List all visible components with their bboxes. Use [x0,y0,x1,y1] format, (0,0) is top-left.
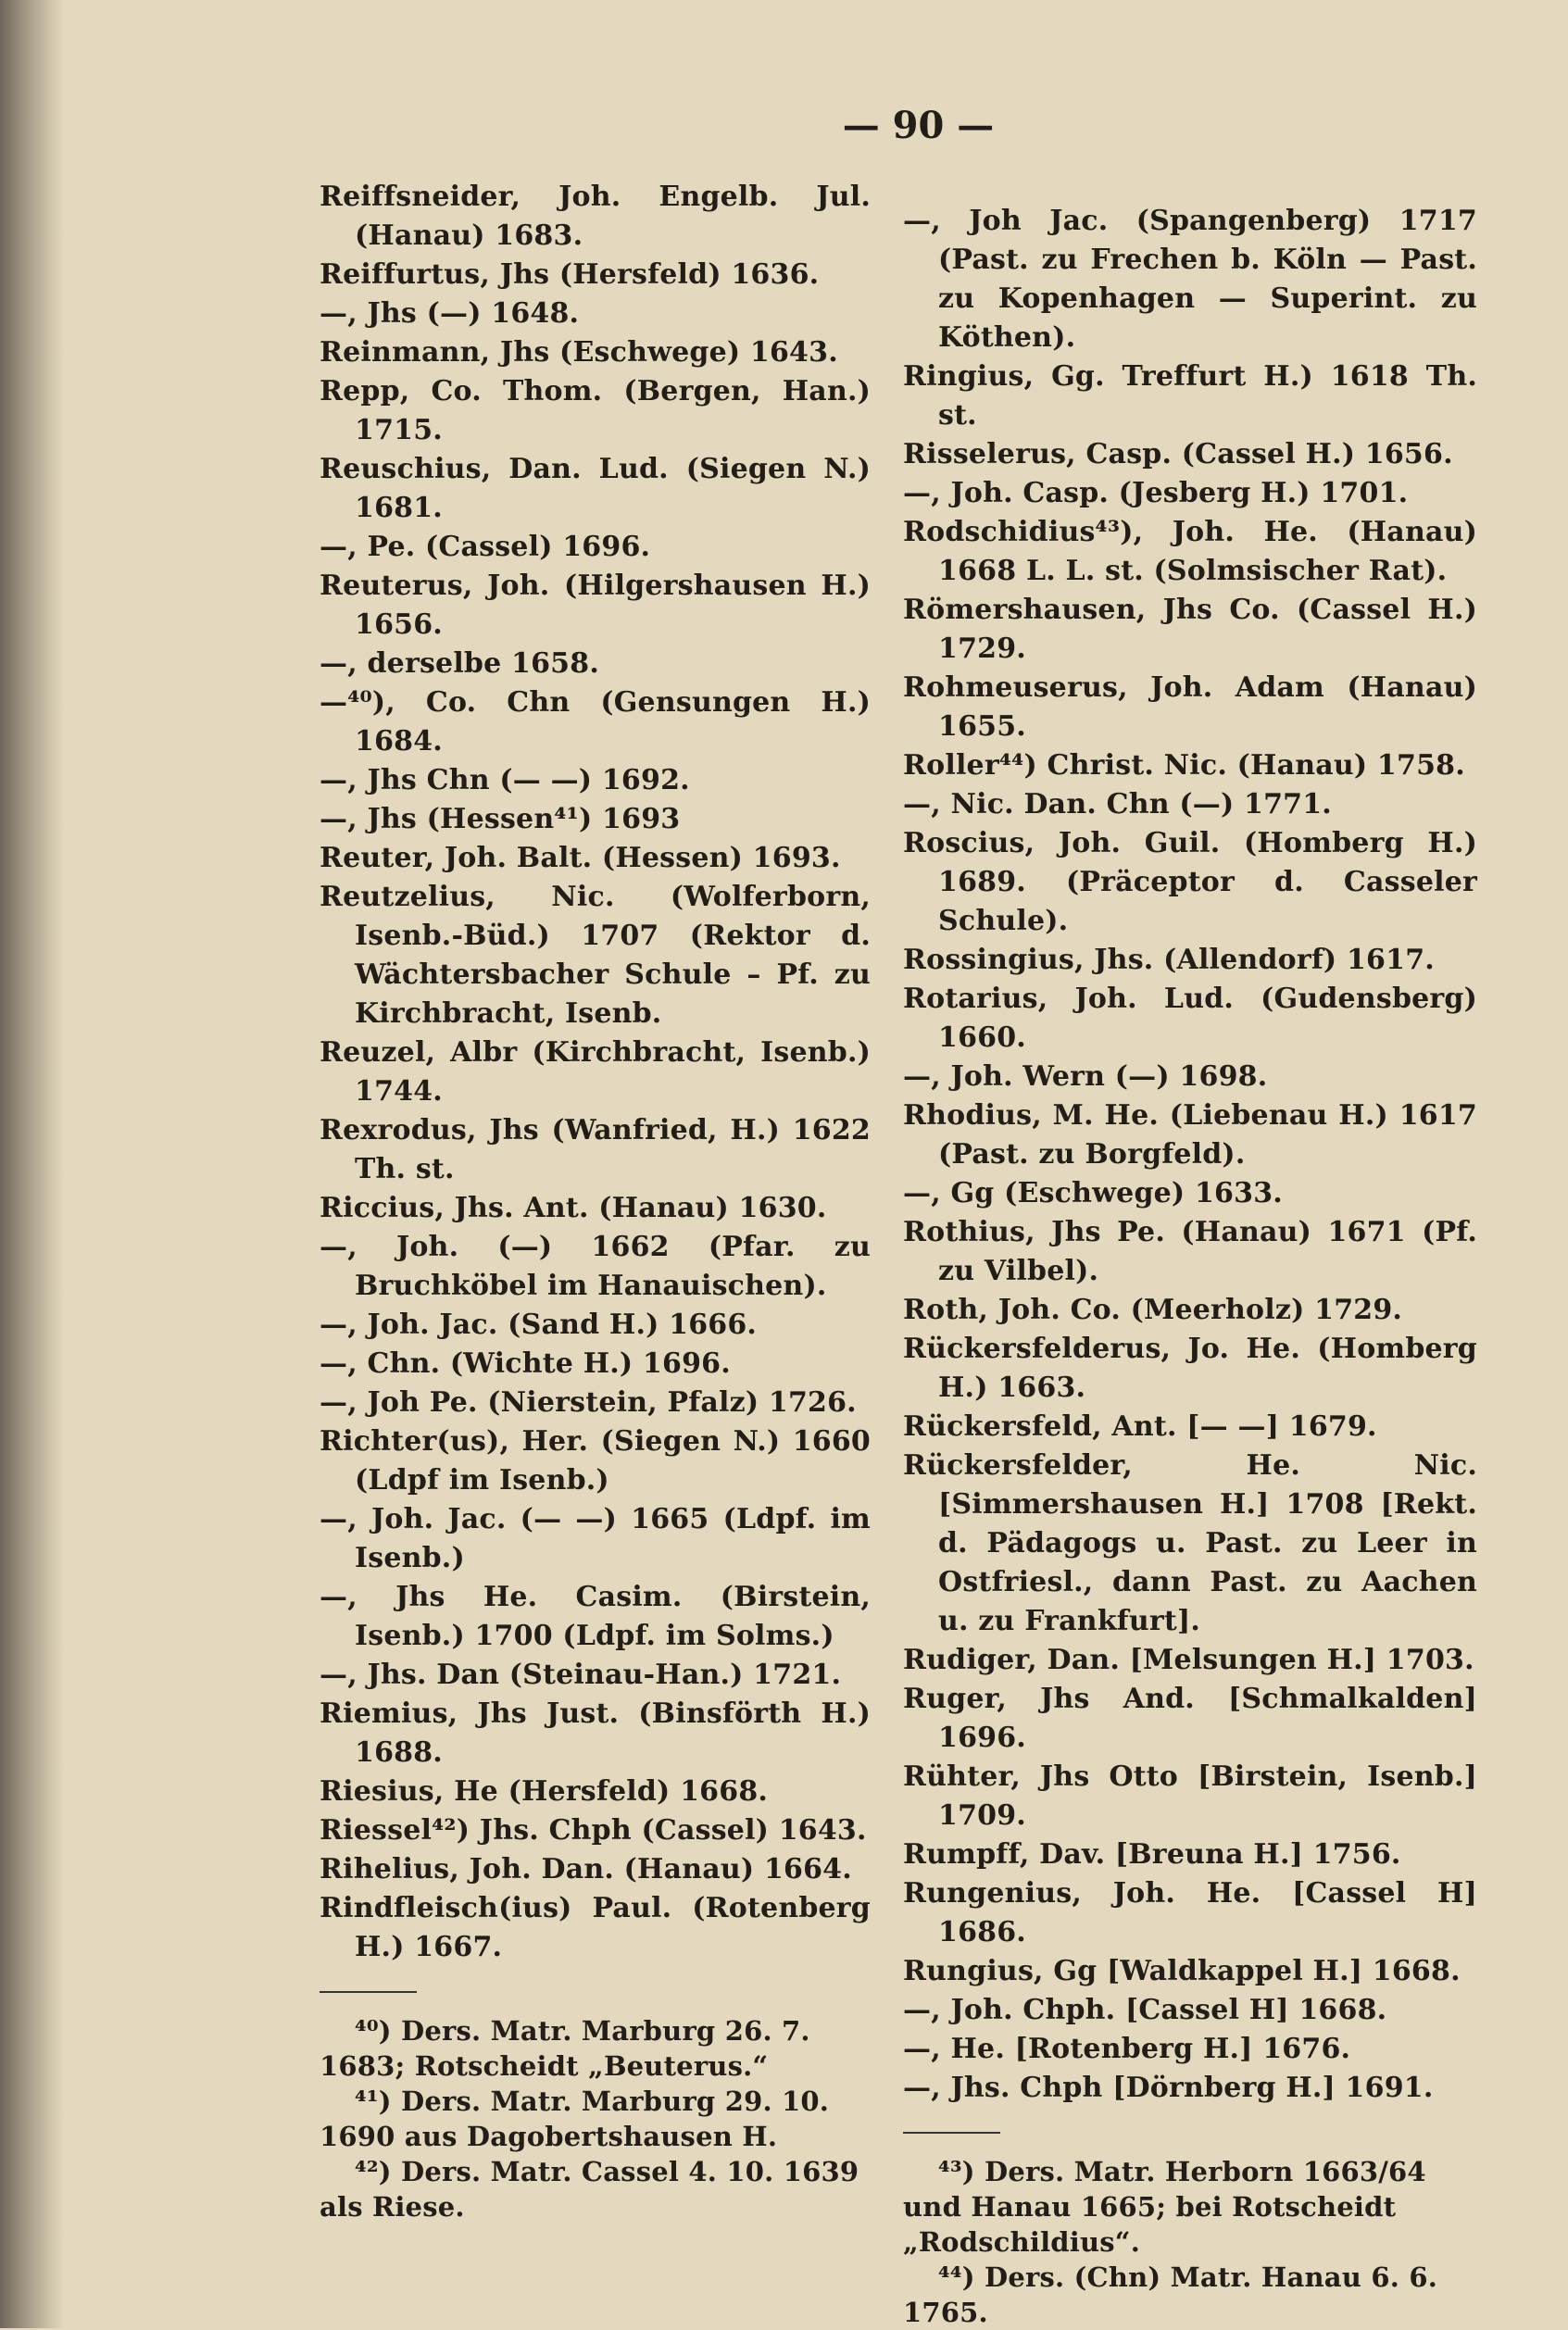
register-entry: —, Joh. Chph. [Cassel H] 1668. [903,1994,1387,2026]
register-entry: Roller⁴⁴) Christ. Nic. (Hanau) 1758. [903,749,1465,782]
register-entry: Reiffurtus, Jhs (Hersfeld) 1636. [320,258,820,291]
register-entry: Reutzelius, Nic. (Wolferborn, Isenb.-Büd.) 1707 (Rektor d. Wächtersbacher Schule – Pf. zu Kirchbracht, Isenb. [320,881,871,1030]
register-entry: Rihelius, Joh. Dan. (Hanau) 1664. [320,1853,852,1885]
register-entry: Rückersfelder, He. Nic. [Simmershausen H.] 1708 [Rekt. d. Pädagogs u. Past. zu Leer in Ostfriesl., dann Past. zu Aachen u. zu Frankfurt]. [903,1449,1477,1637]
register-entry: Rotarius, Joh. Lud. (Gudensberg) 1660. [903,983,1477,1054]
register-entry: Reiffsneider, Joh. Engelb. Jul. (Hanau) 1683. [320,181,871,252]
footnote: ⁴⁴) Ders. (Chn) Matr. Hanau 6. 6. 1765. [903,2261,1437,2328]
register-entry: —, Chn. (Wichte H.) 1696. [320,1347,731,1380]
register-entry: Rexrodus, Jhs (Wanfried, H.) 1622 Th. st. [320,1114,871,1185]
register-entry: —, Joh. (—) 1662 (Pfar. zu Bruchköbel im Hanauischen). [320,1231,871,1302]
register-entry: Risselerus, Casp. (Cassel H.) 1656. [903,438,1453,470]
register-entry: Rühter, Jhs Otto [Birstein, Isenb.] 1709. [903,1760,1477,1832]
register-entry: Rossingius, Jhs. (Allendorf) 1617. [903,944,1435,976]
register-entry: Rückersfeld, Ant. [— —] 1679. [903,1410,1377,1443]
right-footnote-list [903,2154,1477,2330]
register-entry: Riccius, Jhs. Ant. (Hanau) 1630. [320,1192,827,1224]
register-entry: Rindfleisch(ius) Paul. (Rotenberg H.) 1667. [320,1892,871,1963]
register-entry: Roth, Joh. Co. (Meerholz) 1729. [903,1294,1403,1326]
register-entry: —⁴⁰), Co. Chn (Gensungen H.) 1684. [320,686,871,758]
register-entry: —, Joh Jac. (Spangenberg) 1717 (Past. zu Frechen b. Köln — Past. zu Kopenhagen — Superint. zu Köthen). [903,205,1477,354]
footnote: ⁴²) Ders. Matr. Cassel 4. 10. 1639 als Riese. [320,2156,859,2223]
register-entry: Rudiger, Dan. [Melsungen H.] 1703. [903,1644,1474,1676]
register-entry: Rhodius, M. He. (Liebenau H.) 1617 (Past. zu Borgfeld). [903,1099,1477,1171]
register-entry: Rothius, Jhs Pe. (Hanau) 1671 (Pf. zu Vilbel). [903,1216,1477,1287]
register-entry: —, Jhs (Hessen⁴¹) 1693 [320,803,681,835]
register-entry: Richter(us), Her. (Siegen N.) 1660 (Ldpf im Isenb.) [320,1425,871,1497]
register-entry: —, Joh. Jac. (Sand H.) 1666. [320,1309,758,1341]
register-entry: —, Jhs. Chph [Dörnberg H.] 1691. [903,2072,1434,2104]
register-entry: —, Pe. (Cassel) 1696. [320,531,651,563]
register-entry: Reuschius, Dan. Lud. (Siegen N.) 1681. [320,453,871,524]
register-entry: —, Nic. Dan. Chn (—) 1771. [903,788,1332,821]
register-entry: —, Joh. Wern (—) 1698. [903,1060,1268,1093]
register-entry: —, Joh Pe. (Nierstein, Pfalz) 1726. [320,1386,857,1419]
register-entry: Römershausen, Jhs Co. (Cassel H.) 1729. [903,594,1477,665]
register-entry: Reinmann, Jhs (Eschwege) 1643. [320,336,838,369]
register-entry: —, derselbe 1658. [320,647,599,680]
register-entry: —, Jhs He. Casim. (Birstein, Isenb.) 1700 (Ldpf. im Solms.) [320,1581,871,1652]
register-entry: Rohmeuserus, Joh. Adam (Hanau) 1655. [903,671,1477,743]
register-entry: —, Jhs (—) 1648. [320,297,580,330]
register-entry: Rungius, Gg [Waldkappel H.] 1668. [903,1955,1461,1987]
footnote: ⁴¹) Ders. Matr. Marburg 29. 10. 1690 aus Dagobertshausen H. [320,2086,830,2152]
register-entry: Reuter, Joh. Balt. (Hessen) 1693. [320,842,841,874]
register-entry: Riessel⁴²) Jhs. Chph (Cassel) 1643. [320,1814,867,1847]
left-footnote-list [320,2013,871,2224]
register-entry: —, Joh. Jac. (— —) 1665 (Ldpf. im Isenb.) [320,1503,871,1574]
book-gutter-shadow [0,0,65,2328]
register-entry: Ruger, Jhs And. [Schmalkalden] 1696. [903,1683,1477,1754]
register-entry: Riemius, Jhs Just. (Binsförth H.) 1688. [320,1697,871,1769]
right-column [903,202,1477,2330]
right-footnotes [903,2132,1477,2330]
left-entry-list [320,178,871,1967]
footnote: ⁴⁰) Ders. Matr. Marburg 26. 7. 1683; Rotscheidt „Beuterus.“ [320,2015,810,2082]
register-entry: Repp, Co. Thom. (Bergen, Han.) 1715. [320,375,871,446]
register-entry: Rodschidius⁴³), Joh. He. (Hanau) 1668 L. L. st. (Solmsischer Rat). [903,516,1477,587]
register-entry: Riesius, He (Hersfeld) 1668. [320,1775,769,1808]
register-entry: —, Jhs. Dan (Steinau-Han.) 1721. [320,1659,842,1691]
register-entry: —, Joh. Casp. (Jesberg H.) 1701. [903,477,1409,509]
footnote-rule [903,2132,1000,2134]
register-entry: Rumpff, Dav. [Breuna H.] 1756. [903,1838,1401,1871]
register-entry: Rückersfelderus, Jo. He. (Homberg H.) 1663. [903,1333,1477,1404]
page-number: — 90 — [842,104,995,147]
register-entry: Roscius, Joh. Guil. (Homberg H.) 1689. (Präceptor d. Casseler Schule). [903,827,1477,937]
left-footnotes [320,1991,871,2224]
right-entry-list [903,202,1477,2108]
footnote-rule [320,1991,417,1993]
register-entry: —, Jhs Chn (— —) 1692. [320,764,690,796]
register-entry: Reuterus, Joh. (Hilgershausen H.) 1656. [320,570,871,641]
register-entry: Reuzel, Albr (Kirchbracht, Isenb.) 1744. [320,1036,871,1108]
footnote: ⁴³) Ders. Matr. Herborn 1663/64 und Hanau 1665; bei Rotscheidt „Rodschildius“. [903,2156,1426,2258]
register-entry: Rungenius, Joh. He. [Cassel H] 1686. [903,1877,1477,1948]
register-entry: —, Gg (Eschwege) 1633. [903,1177,1283,1209]
register-entry: —, He. [Rotenberg H.] 1676. [903,2033,1351,2065]
left-column [320,178,871,2224]
register-entry: Ringius, Gg. Treffurt H.) 1618 Th. st. [903,360,1477,432]
